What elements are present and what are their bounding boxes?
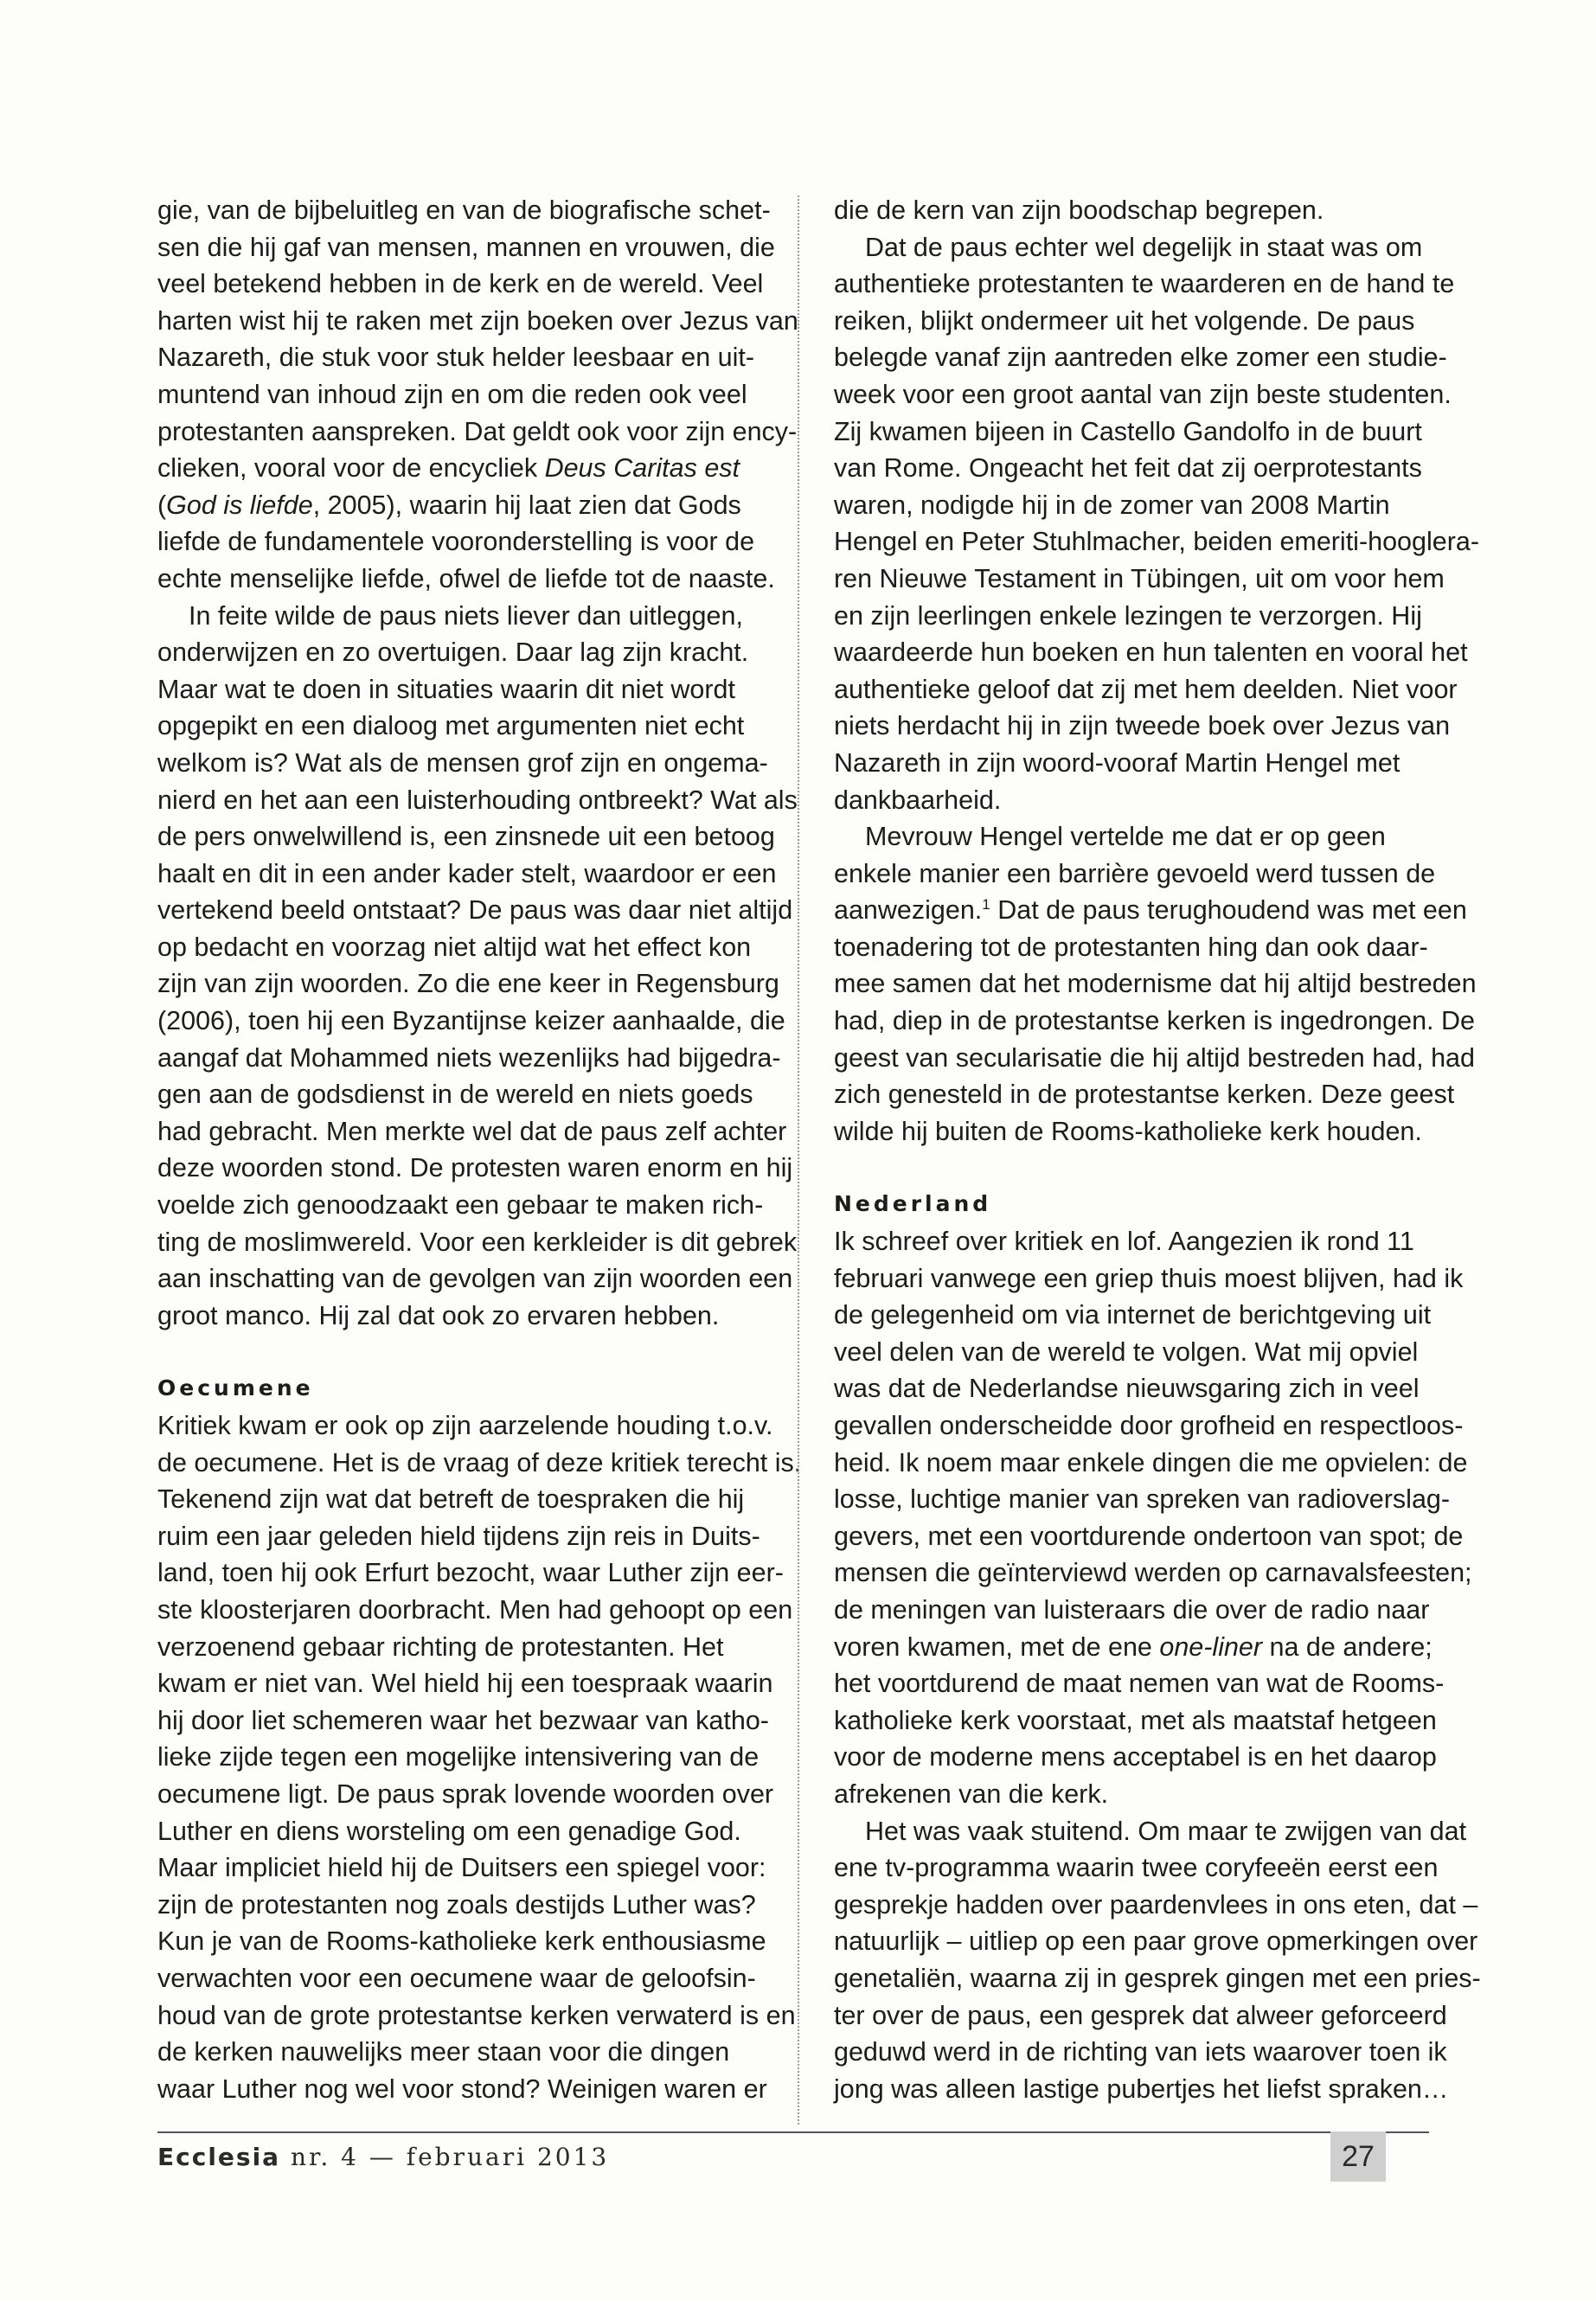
text-line: ting de moslimwereld. Voor een kerkleider is dit gebrek bbox=[157, 1227, 798, 1257]
text-line: In feite wilde de paus niets liever dan uitleggen, bbox=[189, 600, 743, 631]
text-line: ter over de paus, een gesprek dat alweer geforceerd bbox=[834, 2000, 1447, 2030]
text-line: aangaf dat Mohammed niets wezenlijks had bijgedra- bbox=[157, 1042, 781, 1073]
text-line: waar Luther nog wel voor stond? Weinigen waren er bbox=[157, 2073, 767, 2104]
text-line: gevallen onderscheidde door grofheid en respectloos- bbox=[834, 1411, 1464, 1440]
text-line: authentieke geloof dat zij met hem deelden. Niet voor bbox=[834, 674, 1458, 704]
text-line: en zijn leerlingen enkele lezingen te verzorgen. Hij bbox=[834, 600, 1422, 631]
text-line: jong was alleen lastige pubertjes het liefst spraken… bbox=[834, 2073, 1449, 2104]
text-line: losse, luchtige manier van spreken van radioverslag- bbox=[834, 1484, 1451, 1515]
text-line: wilde hij buiten de Rooms-katholieke kerk houden. bbox=[834, 1116, 1422, 1146]
text-line: sen die hij gaf van mensen, mannen en vrouwen, die bbox=[157, 232, 775, 262]
text-line: zich genesteld in de protestantse kerken. Deze geest bbox=[834, 1080, 1455, 1110]
text-line: geduwd werd in de richting van iets waarover toen ik bbox=[834, 2037, 1447, 2067]
text-line: gie, van de bijbeluitleg en van de biografische schet- bbox=[157, 195, 771, 225]
text-line: van Rome. Ongeacht het feit dat zij oerprotestants bbox=[834, 453, 1422, 484]
text-line: Zij kwamen bijeen in Castello Gandolfo in de buurt bbox=[834, 416, 1422, 446]
left-column bbox=[157, 192, 802, 2107]
text-line: lieke zijde tegen een mogelijke intensivering van de bbox=[157, 1742, 760, 1772]
text-line: opgepikt en een dialoog met argumenten niet echt bbox=[157, 711, 745, 741]
text-line: heid. Ik noem maar enkele dingen die me opvielen: de bbox=[834, 1447, 1468, 1477]
text-line: reiken, blijkt ondermeer uit het volgende. De paus bbox=[834, 305, 1415, 336]
text-line: mee samen dat het modernisme dat hij altijd bestreden bbox=[834, 969, 1477, 999]
text-line: hij door liet schemeren waar het bezwaar van katho- bbox=[157, 1705, 769, 1735]
text-line: houd van de grote protestantse kerken verwaterd is en bbox=[157, 2000, 796, 2030]
text-line: verwachten voor een oecumene waar de geloofsin- bbox=[157, 1963, 756, 1993]
text-line: Kritiek kwam er ook op zijn aarzelende houding t.o.v. bbox=[157, 1411, 773, 1440]
text-line: liefde de fundamentele vooronderstelling is voor de bbox=[157, 527, 755, 557]
text-line: (God is liefde, 2005), waarin hij laat zien dat Gods bbox=[157, 490, 741, 520]
text-line: enkele manier een barrière gevoeld werd tussen de bbox=[834, 858, 1436, 888]
text-line: harten wist hij te raken met zijn boeken over Jezus van bbox=[157, 305, 798, 336]
text-line: het voortdurend de maat nemen van wat de Rooms- bbox=[834, 1669, 1445, 1699]
text-line: kwam er niet van. Wel hield hij een toespraak waarin bbox=[157, 1669, 773, 1699]
text-line: de kerken nauwelijks meer staan voor die dingen bbox=[157, 2037, 730, 2067]
text-line: onderwijzen en zo overtuigen. Daar lag zijn kracht. bbox=[157, 638, 749, 668]
text-line: die de kern van zijn boodschap begrepen. bbox=[834, 195, 1324, 225]
text-line: was dat de Nederlandse nieuwsgaring zich in veel bbox=[834, 1374, 1420, 1404]
text-line: genetaliën, waarna zij in gesprek gingen met een pries- bbox=[834, 1963, 1481, 1993]
text-line: Het was vaak stuitend. Om maar te zwijgen van dat bbox=[865, 1816, 1467, 1846]
text-line: voor de moderne mens acceptabel is en het daarop bbox=[834, 1742, 1437, 1772]
text-line: had gebracht. Men merkte wel dat de paus zelf achter bbox=[157, 1116, 787, 1146]
text-line: geest van secularisatie die hij altijd bestreden had, had bbox=[834, 1042, 1475, 1073]
text-line: Maar wat te doen in situaties waarin dit niet wordt bbox=[157, 674, 735, 704]
text-line: ste kloosterjaren doorbracht. Men had gehoopt op een bbox=[157, 1594, 793, 1625]
text-line: zijn de protestanten nog zoals destijds Luther was? bbox=[157, 1889, 756, 1920]
text-line: echte menselijke liefde, ofwel de liefde tot de naaste. bbox=[157, 563, 775, 593]
text-line: gesprekje hadden over paardenvlees in ons eten, dat – bbox=[834, 1889, 1478, 1920]
text-line: ene tv-programma waarin twee coryfeeën eerst een bbox=[834, 1853, 1439, 1883]
text-line: muntend van inhoud zijn en om die reden ook veel bbox=[157, 379, 747, 409]
text-line: mensen die geïnterviewd werden op carnavalsfeesten; bbox=[834, 1558, 1472, 1588]
text-line: welkom is? Wat als de mensen grof zijn en ongema- bbox=[157, 747, 768, 778]
italic-title: one-liner bbox=[1159, 1631, 1263, 1662]
text-line: Ik schreef over kritiek en lof. Aangezien ik rond 11 bbox=[834, 1227, 1414, 1257]
text-line: ren Nieuwe Testament in Tübingen, uit om voor hem bbox=[834, 563, 1445, 593]
text-line: niets herdacht hij in zijn tweede boek over Jezus van bbox=[834, 711, 1451, 741]
footnote-marker: 1 bbox=[982, 896, 990, 913]
text-line: had, diep in de protestantse kerken is ingedrongen. De bbox=[834, 1006, 1475, 1036]
text-line: zijn van zijn woorden. Zo die ene keer in Regensburg bbox=[157, 969, 779, 999]
text-line: Dat de paus echter wel degelijk in staat was om bbox=[865, 232, 1423, 262]
issue-info: nr. 4 — februari 2013 bbox=[280, 2143, 610, 2171]
text-line: oecumene ligt. De paus sprak lovende woorden over bbox=[157, 1779, 774, 1809]
text-line: belegde vanaf zijn aantreden elke zomer een studie- bbox=[834, 343, 1447, 373]
text-line: Maar impliciet hield hij de Duitsers een spiegel voor: bbox=[157, 1853, 766, 1883]
text-line: Nazareth in zijn woord-vooraf Martin Hengel met bbox=[834, 747, 1401, 778]
text-line: aan inschatting van de gevolgen van zijn woorden een bbox=[157, 1264, 793, 1294]
text-line: Kun je van de Rooms-katholieke kerk enthousiasme bbox=[157, 1926, 766, 1957]
text-line: dankbaarheid. bbox=[834, 785, 1002, 815]
text-line: toenadering tot de protestanten hing dan ook daar- bbox=[834, 932, 1428, 962]
text-line: vertekend beeld ontstaat? De paus was daar niet altijd bbox=[157, 895, 793, 926]
text-line: veel betekend hebben in de kerk en de wereld. Veel bbox=[157, 269, 764, 299]
text-line: groot manco. Hij zal dat ook zo ervaren hebben. bbox=[157, 1300, 720, 1330]
section-heading: Oecumene bbox=[157, 1375, 314, 1401]
text-line: waren, nodigde hij in de zomer van 2008 Martin bbox=[834, 490, 1390, 520]
footer-publication bbox=[157, 2143, 609, 2171]
text-line: de pers onwelwillend is, een zinsnede uit een betoog bbox=[157, 822, 775, 852]
text-line: de oecumene. Het is de vraag of deze kritiek terecht is. bbox=[157, 1447, 802, 1477]
text-line: gen aan de godsdienst in de wereld en niets goeds bbox=[157, 1080, 753, 1110]
text-line: verzoenend gebaar richting de protestanten. Het bbox=[157, 1631, 724, 1662]
text-line: gevers, met een voortdurende ondertoon van spot; de bbox=[834, 1521, 1464, 1551]
text-line: clieken, vooral voor de encycliek Deus Caritas est bbox=[157, 453, 740, 484]
text-line: Mevrouw Hengel vertelde me dat er op geen bbox=[865, 822, 1386, 852]
text-line: afrekenen van die kerk. bbox=[834, 1779, 1109, 1809]
paragraph-gap bbox=[834, 1150, 1438, 1186]
text-line: Luther en diens worsteling om een genadige God. bbox=[157, 1816, 741, 1846]
text-line: de gelegenheid om via internet de berichtgeving uit bbox=[834, 1300, 1432, 1330]
right-column bbox=[834, 192, 1481, 2107]
text-line: haalt en dit in een ander kader stelt, waardoor er een bbox=[157, 858, 777, 888]
text-line: deze woorden stond. De protesten waren enorm en hij bbox=[157, 1153, 793, 1183]
magazine-name: Ecclesia bbox=[157, 2143, 281, 2171]
text-line: protestanten aanspreken. Dat geldt ook voor zijn ency- bbox=[157, 416, 798, 446]
text-line: katholieke kerk voorstaat, met als maatstaf hetgeen bbox=[834, 1705, 1437, 1735]
text-line: Tekenend zijn wat dat betreft de toespraken die hij bbox=[157, 1484, 745, 1515]
italic-title: God is liefde bbox=[166, 490, 313, 520]
text-line: land, toen hij ook Erfurt bezocht, waar Luther zijn eer- bbox=[157, 1558, 784, 1588]
text-line: (2006), toen hij een Byzantijnse keizer aanhaalde, die bbox=[157, 1006, 785, 1036]
page-number: 27 bbox=[1330, 2131, 1386, 2182]
text-line: aanwezigen.$^1$ Dat de paus terughoudend was met een bbox=[834, 895, 1467, 926]
text-line: ruim een jaar geleden hield tijdens zijn reis in Duits- bbox=[157, 1521, 760, 1551]
text-line: veel delen van de wereld te volgen. Wat mij opviel bbox=[834, 1336, 1419, 1367]
section-heading: Nederland bbox=[834, 1191, 992, 1217]
column-separator bbox=[798, 195, 799, 2125]
text-line: nierd en het aan een luisterhouding ontbreekt? Wat als bbox=[157, 785, 798, 815]
text-line: authentieke protestanten te waarderen en de hand te bbox=[834, 269, 1455, 299]
text-line: Hengel en Peter Stuhlmacher, beiden emeriti-hooglera- bbox=[834, 527, 1479, 557]
italic-title: Deus Caritas est bbox=[544, 453, 740, 484]
text-line: voelde zich genoodzaakt een gebaar te maken rich- bbox=[157, 1190, 764, 1221]
text-line: natuurlijk – uitliep op een paar grove opmerkingen over bbox=[834, 1926, 1478, 1957]
paragraph-gap bbox=[157, 1334, 761, 1370]
text-line: voren kwamen, met de ene one-liner na de andere; bbox=[834, 1631, 1433, 1662]
text-line: op bedacht en voorzag niet altijd wat het effect kon bbox=[157, 932, 752, 962]
text-line: de meningen van luisteraars die over de radio naar bbox=[834, 1594, 1430, 1625]
text-line: week voor een groot aantal van zijn beste studenten. bbox=[834, 379, 1452, 409]
text-line: waardeerde hun boeken en hun talenten en vooral het bbox=[834, 638, 1468, 668]
footer-rule bbox=[157, 2131, 1429, 2133]
text-line: februari vanwege een griep thuis moest blijven, had ik bbox=[834, 1263, 1464, 1293]
text-line: Nazareth, die stuk voor stuk helder leesbaar en uit- bbox=[157, 343, 755, 373]
